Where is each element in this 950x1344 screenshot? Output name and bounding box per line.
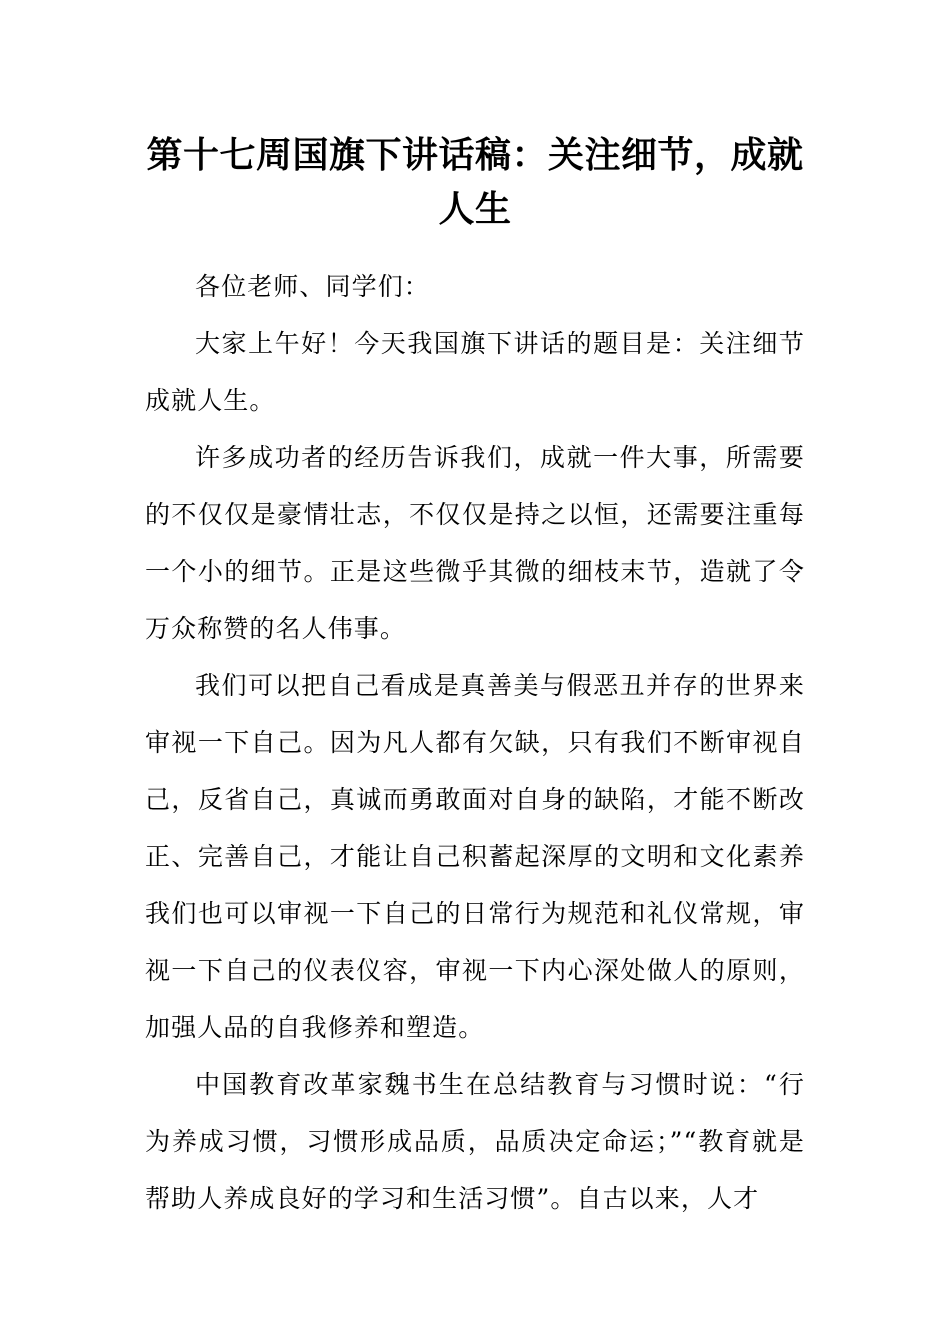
paragraph-greeting: 各位老师、同学们： — [195, 272, 430, 301]
paragraph-self-review: 我们可以把自己看成是真善美与假恶丑并存的世界来审视一下自己。因为凡人都有欠缺，只有我们不断审视自己，反省自己，真诚而勇敢面对自身的缺陷，才能不断改正、完善自己，才能让自己积蓄起深厚的文明和文化素养我们也可以审视一下自己的日常行为规范和礼仪常规，审视一下自己的仪表仪容，审视一下内心深处做人的原则，加强人品的自我修养和塑造。 — [145, 671, 805, 1042]
paragraph-topic: 大家上午好！今天我国旗下讲话的题目是：关注细节成就人生。 — [145, 329, 805, 415]
document-title: 第十七周国旗下讲话稿：关注细节，成就人生 — [146, 134, 804, 230]
paragraph-details: 许多成功者的经历告诉我们，成就一件大事，所需要的不仅仅是豪情壮志，不仅仅是持之以恒，还需要注重每一个小的细节。正是这些微乎其微的细枝末节，造就了令万众称赞的名人伟事。 — [145, 443, 805, 643]
document-body — [145, 258, 805, 1227]
paragraph-habits: 中国教育改革家魏书生在总结教育与习惯时说：“行为养成习惯，习惯形成品质，品质决定命运；”“教育就是帮助人养成良好的学习和生活习惯”。自古以来，人才 — [145, 1070, 805, 1213]
